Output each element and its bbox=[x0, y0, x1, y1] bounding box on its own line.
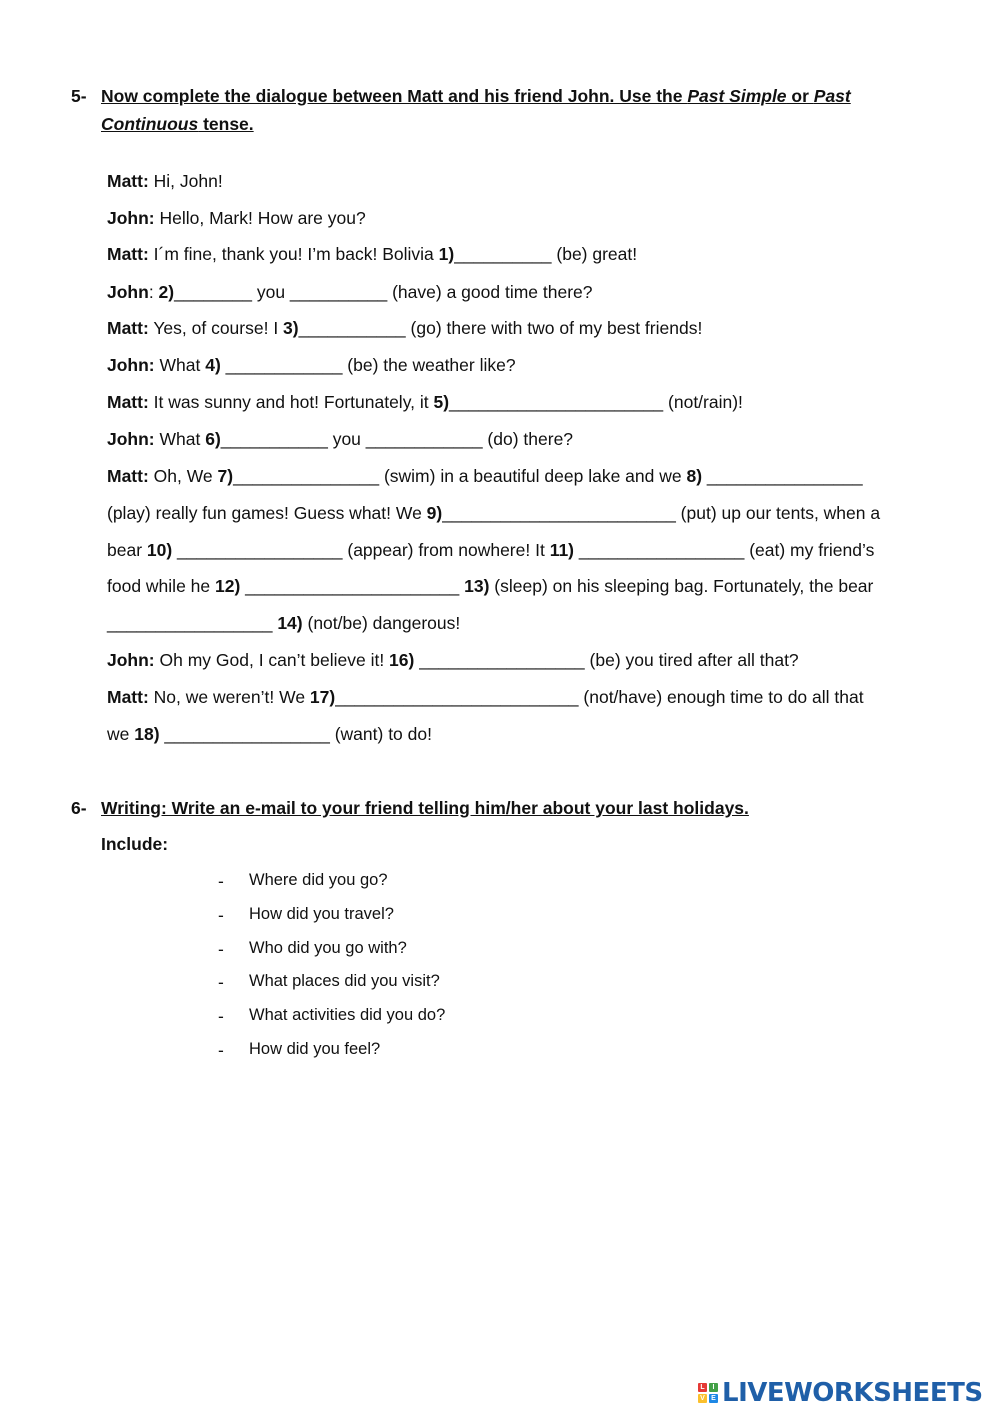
speaker: John: bbox=[107, 650, 155, 670]
dialogue-line-15 bbox=[107, 687, 864, 708]
bullet-marker: - bbox=[218, 905, 224, 925]
line-text: we bbox=[107, 724, 135, 744]
gap-number: 9) bbox=[426, 503, 443, 523]
line-text: ______________________ (not/rain)! bbox=[449, 392, 743, 412]
logo-grid-icon bbox=[698, 1383, 718, 1403]
line-text: _________________ (appear) from nowhere! It bbox=[172, 540, 550, 560]
line-text: Yes, of course! I bbox=[148, 318, 284, 338]
line-text: I´m fine, thank you! I’m back! Bolivia bbox=[148, 244, 439, 264]
include-label: Include: bbox=[101, 834, 169, 854]
line-text: ________ you __________ (have) a good time there? bbox=[174, 282, 593, 302]
line-text: (play) really fun games! Guess what! We bbox=[107, 503, 427, 523]
dialogue-line-4 bbox=[107, 282, 593, 303]
dialogue-line-5 bbox=[107, 318, 702, 339]
instruction-text: or bbox=[786, 86, 814, 106]
line-text: ___________ you ____________ (do) there? bbox=[220, 429, 574, 449]
dialogue-line-13 bbox=[107, 613, 460, 634]
gap-number: 18) bbox=[134, 724, 160, 744]
line-text: (sleep) on his sleeping bag. Fortunately, the bear bbox=[489, 576, 874, 596]
instruction-tense-2a: Past bbox=[813, 86, 851, 106]
section-5-instruction-line-1 bbox=[101, 86, 851, 107]
speaker: John bbox=[107, 282, 149, 302]
logo-cell: E bbox=[709, 1394, 718, 1403]
gap-number: 11) bbox=[549, 540, 575, 560]
bullet-marker: - bbox=[218, 939, 224, 959]
gap-number: 3) bbox=[283, 318, 299, 338]
line-text: It was sunny and hot! Fortunately, it bbox=[148, 392, 434, 412]
line-text: _________________ (be) you tired after all that? bbox=[414, 650, 799, 670]
line-text: (not/be) dangerous! bbox=[302, 613, 461, 633]
dialogue-line-2 bbox=[107, 208, 366, 229]
logo-text: LIVEWORKSHEETS bbox=[722, 1378, 983, 1408]
gap-number: 14) bbox=[277, 613, 303, 633]
logo-cell: L bbox=[698, 1383, 707, 1392]
logo-cell: I bbox=[709, 1383, 718, 1392]
line-text: _________________________ (not/have) enough time to do all that bbox=[335, 687, 864, 707]
bullet-item: Who did you go with? bbox=[249, 939, 407, 957]
section-6-heading: Writing: Write an e-mail to your friend telling him/her about your last holidays. bbox=[101, 798, 749, 818]
speaker: Matt: bbox=[107, 171, 149, 191]
gap-number: 2) bbox=[158, 282, 175, 302]
line-text: ______________________ bbox=[240, 576, 465, 596]
bullet-marker: - bbox=[218, 871, 224, 891]
gap-number: 5) bbox=[433, 392, 450, 412]
gap-number: 7) bbox=[217, 466, 234, 486]
line-text: No, we weren’t! We bbox=[148, 687, 310, 707]
bullet-item: What activities did you do? bbox=[249, 1006, 446, 1024]
gap-number: 6) bbox=[205, 429, 221, 449]
gap-number: 16) bbox=[389, 650, 415, 670]
gap-number: 10) bbox=[146, 540, 173, 560]
dialogue-line-11 bbox=[107, 540, 874, 561]
gap-number: 17) bbox=[309, 687, 336, 707]
line-text: ___________ (go) there with two of my best friends! bbox=[298, 318, 703, 338]
gap-number: 1) bbox=[438, 244, 455, 264]
dialogue-line-1 bbox=[107, 171, 223, 192]
line-text: food while he bbox=[107, 576, 215, 596]
instruction-tense-1: Past Simple bbox=[687, 86, 787, 106]
line-text: ________________ bbox=[702, 466, 863, 486]
line-text: : bbox=[148, 282, 159, 302]
line-text: ________________________ (put) up our tents, when a bbox=[442, 503, 881, 523]
gap-number: 8) bbox=[686, 466, 703, 486]
instruction-tense-2b: Continuous bbox=[101, 114, 199, 134]
line-text: What bbox=[154, 355, 206, 375]
line-text: ____________ (be) the weather like? bbox=[220, 355, 516, 375]
line-text: Oh my God, I can’t believe it! bbox=[154, 650, 390, 670]
gap-number: 4) bbox=[205, 355, 221, 375]
speaker: Matt: bbox=[107, 687, 149, 707]
line-text: bear bbox=[107, 540, 147, 560]
instruction-text: Now complete the dialogue between Matt and his friend John. Use the bbox=[101, 86, 688, 106]
bullet-marker: - bbox=[218, 972, 224, 992]
dialogue-line-10 bbox=[107, 503, 880, 524]
bullet-item: What places did you visit? bbox=[249, 972, 440, 990]
line-text: __________ (be) great! bbox=[454, 244, 638, 264]
speaker: John: bbox=[107, 355, 155, 375]
bullet-item: Where did you go? bbox=[249, 871, 388, 889]
speaker: Matt: bbox=[107, 244, 149, 264]
liveworksheets-logo bbox=[698, 1378, 983, 1408]
line-text: Hello, Mark! How are you? bbox=[154, 208, 366, 228]
gap-number: 12) bbox=[215, 576, 241, 596]
section-5-instruction-line-2 bbox=[101, 114, 254, 135]
dialogue-line-8 bbox=[107, 429, 573, 450]
instruction-text: tense. bbox=[198, 114, 254, 134]
speaker: John: bbox=[107, 429, 155, 449]
dialogue-line-7 bbox=[107, 392, 743, 413]
line-text: _________________ (want) to do! bbox=[159, 724, 432, 744]
dialogue-line-9 bbox=[107, 466, 863, 487]
dialogue-line-3 bbox=[107, 244, 637, 265]
dialogue-line-6 bbox=[107, 355, 516, 376]
speaker: Matt: bbox=[107, 318, 149, 338]
speaker: Matt: bbox=[107, 466, 149, 486]
speaker: Matt: bbox=[107, 392, 149, 412]
gap-number: 13) bbox=[464, 576, 490, 596]
dialogue-line-14 bbox=[107, 650, 799, 671]
section-5-number: 5- bbox=[71, 86, 87, 106]
line-text: Hi, John! bbox=[148, 171, 223, 191]
section-6-number: 6- bbox=[71, 798, 87, 818]
speaker: John: bbox=[107, 208, 155, 228]
line-text: _________________ (eat) my friend’s bbox=[574, 540, 875, 560]
line-text: Oh, We bbox=[148, 466, 218, 486]
dialogue-line-12 bbox=[107, 576, 873, 597]
bullet-item: How did you feel? bbox=[249, 1040, 381, 1058]
line-text: What bbox=[154, 429, 206, 449]
logo-cell: V bbox=[698, 1394, 707, 1403]
bullet-marker: - bbox=[218, 1040, 224, 1060]
bullet-marker: - bbox=[218, 1006, 224, 1026]
bullet-item: How did you travel? bbox=[249, 905, 394, 923]
line-text: _________________ bbox=[107, 613, 278, 633]
dialogue-line-16 bbox=[107, 724, 432, 745]
line-text: _______________ (swim) in a beautiful deep lake and we bbox=[233, 466, 687, 486]
